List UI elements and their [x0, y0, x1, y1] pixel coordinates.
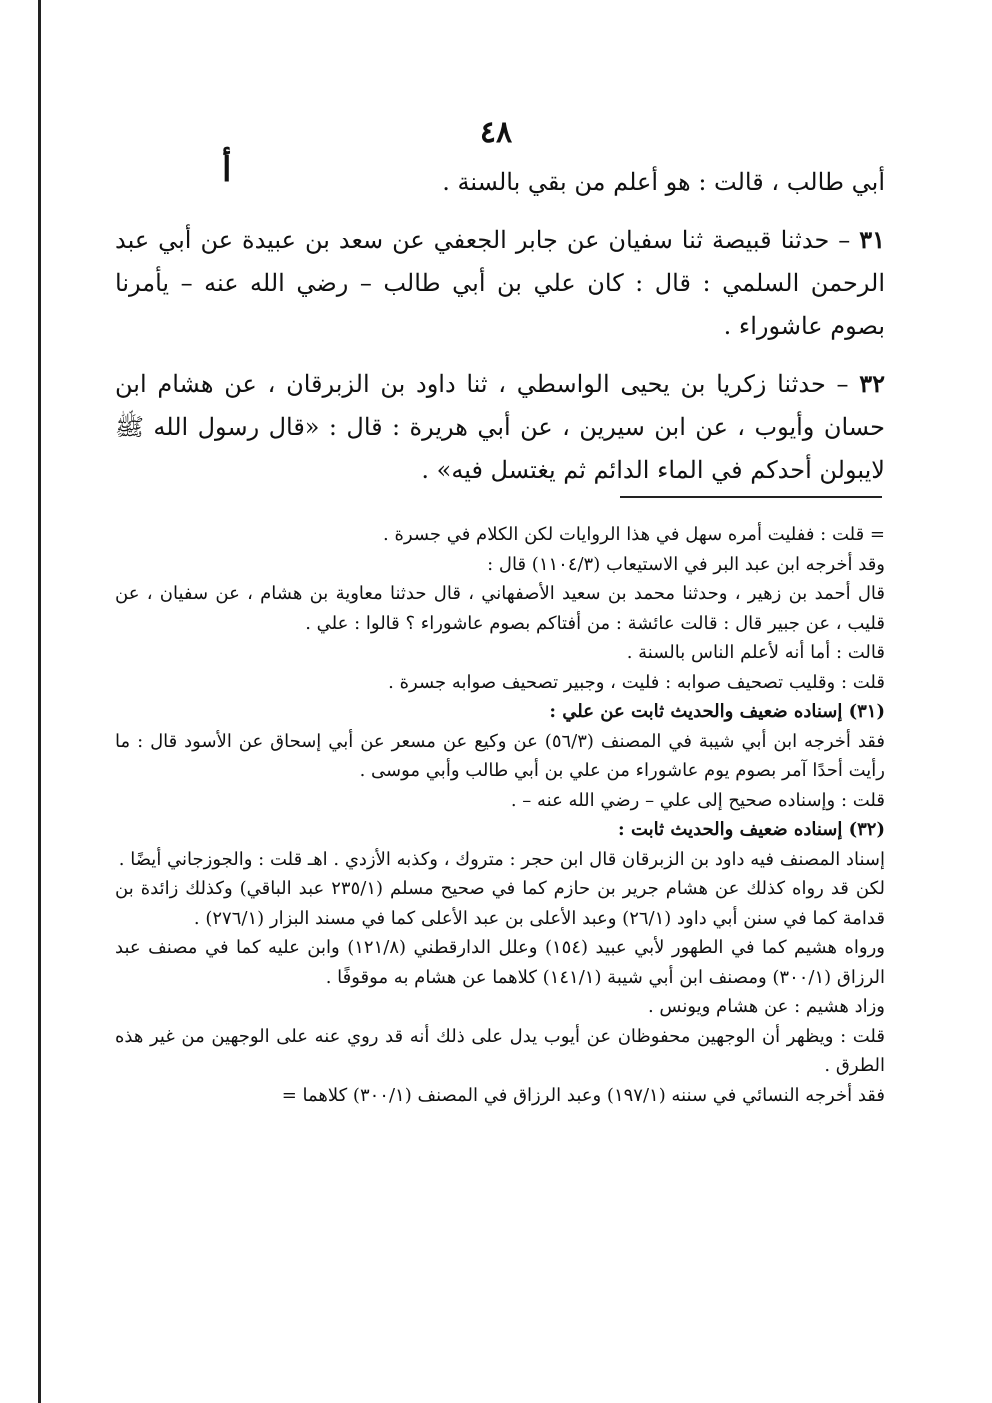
note-line: ورواه هشيم كما في الطهور لأبي عبيد (١٥٤) وعلل الدارقطني (١٢١/٨) وابن عليه كما في مصنف عبد الرزاق (٣٠٠/١) ومصنف ابن أبي شيبة (١٤١/١) كلاهما عن هشام به موقوفًا . [115, 937, 885, 988]
note-line: قال أحمد بن زهير ، وحدثنا محمد بن سعيد الأصفهاني ، قال حدثنا معاوية بن هشام ، عن سفيان ، عن قليب ، عن جبير قال : قالت عائشة : من أفتاكم بصوم عاشوراء ؟ قالوا : علي . [115, 583, 886, 634]
footnotes [115, 520, 885, 1110]
paragraph-31 [115, 218, 885, 348]
note-line: قلت : وقليب تصحيف صوابه : فليت ، وجبير تصحيف صوابه جسرة . [388, 671, 885, 693]
paragraph-number: ٣١ [859, 225, 885, 254]
note-line: فقد أخرجه النسائي في سننه (١٩٧/١) وعبد الرزاق في المصنف (٣٠٠/١) كلاهما = [281, 1084, 885, 1106]
note-heading-32: (٣٢) إسناده ضعيف والحديث ثابت : [618, 819, 885, 840]
page-number: ٤٨ [479, 115, 513, 150]
note-line: فقد أخرجه ابن أبي شيبة في المصنف (٥٦/٣) عن وكيع عن مسعر عن أبي إسحاق عن الأسود قال : ما رأيت أحدًا آمر بصوم يوم عاشوراء من علي بن أبي طالب وأبي موسى . [115, 730, 885, 781]
note-line: قلت : ويظهر أن الوجهين محفوظان عن أيوب يدل على ذلك أنه قد روي عنه على الوجهين من غير هذه الطرق . [115, 1025, 885, 1076]
note-line: قالت : أما أنه لأعلم الناس بالسنة . [626, 642, 885, 663]
paragraph-text: أبي طالب ، قالت : هو أعلم من بقي بالسنة . [442, 168, 885, 196]
note-line: وقد أخرجه ابن عبد البر في الاستيعاب (١١٠٤/٣) قال : [487, 553, 885, 575]
paragraph-32 [115, 362, 885, 492]
paragraph-continuation [115, 160, 885, 204]
paragraph-text: – حدثنا زكريا بن يحيى الواسطي ، ثنا داود بن الزبرقان ، عن هشام ابن حسان وأيوب ، عن ابن سيرين ، عن أبي هريرة : قال : «قال رسول الله ﷺ لايبولن أحدكم في الماء الدائم ثم يغتسل فيه» . [115, 370, 885, 484]
note-line: إسناد المصنف فيه داود بن الزبرقان قال ابن حجر : متروك ، وكذبه الأزدي . اهـ قلت : والجوزجاني أيضًا . [118, 848, 885, 870]
note-heading-31: (٣١) إسناده ضعيف والحديث ثابت عن علي : [549, 701, 885, 722]
note-line: قلت : وإسناده صحيح إلى علي – رضي الله عنه – . [510, 789, 885, 811]
margin-mark: أ [222, 150, 232, 190]
note-line: = قلت : ففليت أمره سهل في هذا الروايات لكن الكلام في جسرة . [383, 524, 885, 545]
note-line: وزاد هشيم : عن هشام ويونس . [647, 996, 885, 1017]
footnote-separator [620, 496, 882, 498]
main-text [115, 160, 885, 506]
paragraph-number: ٣٢ [859, 369, 885, 398]
left-margin-rule [38, 0, 41, 1403]
note-line: لكن قد رواه كذلك عن هشام جرير بن حازم كما في صحيح مسلم (٢٣٥/١ عبد الباقي) وكذلك زائدة بن قدامة كما في سنن أبي داود (٢٦/١) وعبد الأعلى بن عبد الأعلى كما في مسند البزار (٢٧٦/١) . [115, 878, 886, 929]
paragraph-text: – حدثنا قبيصة ثنا سفيان عن جابر الجعفي عن سعد بن عبيدة عن أبي عبد الرحمن السلمي : قال : كان علي بن أبي طالب – رضي الله عنه – يأمرنا بصوم عاشوراء . [115, 226, 885, 340]
